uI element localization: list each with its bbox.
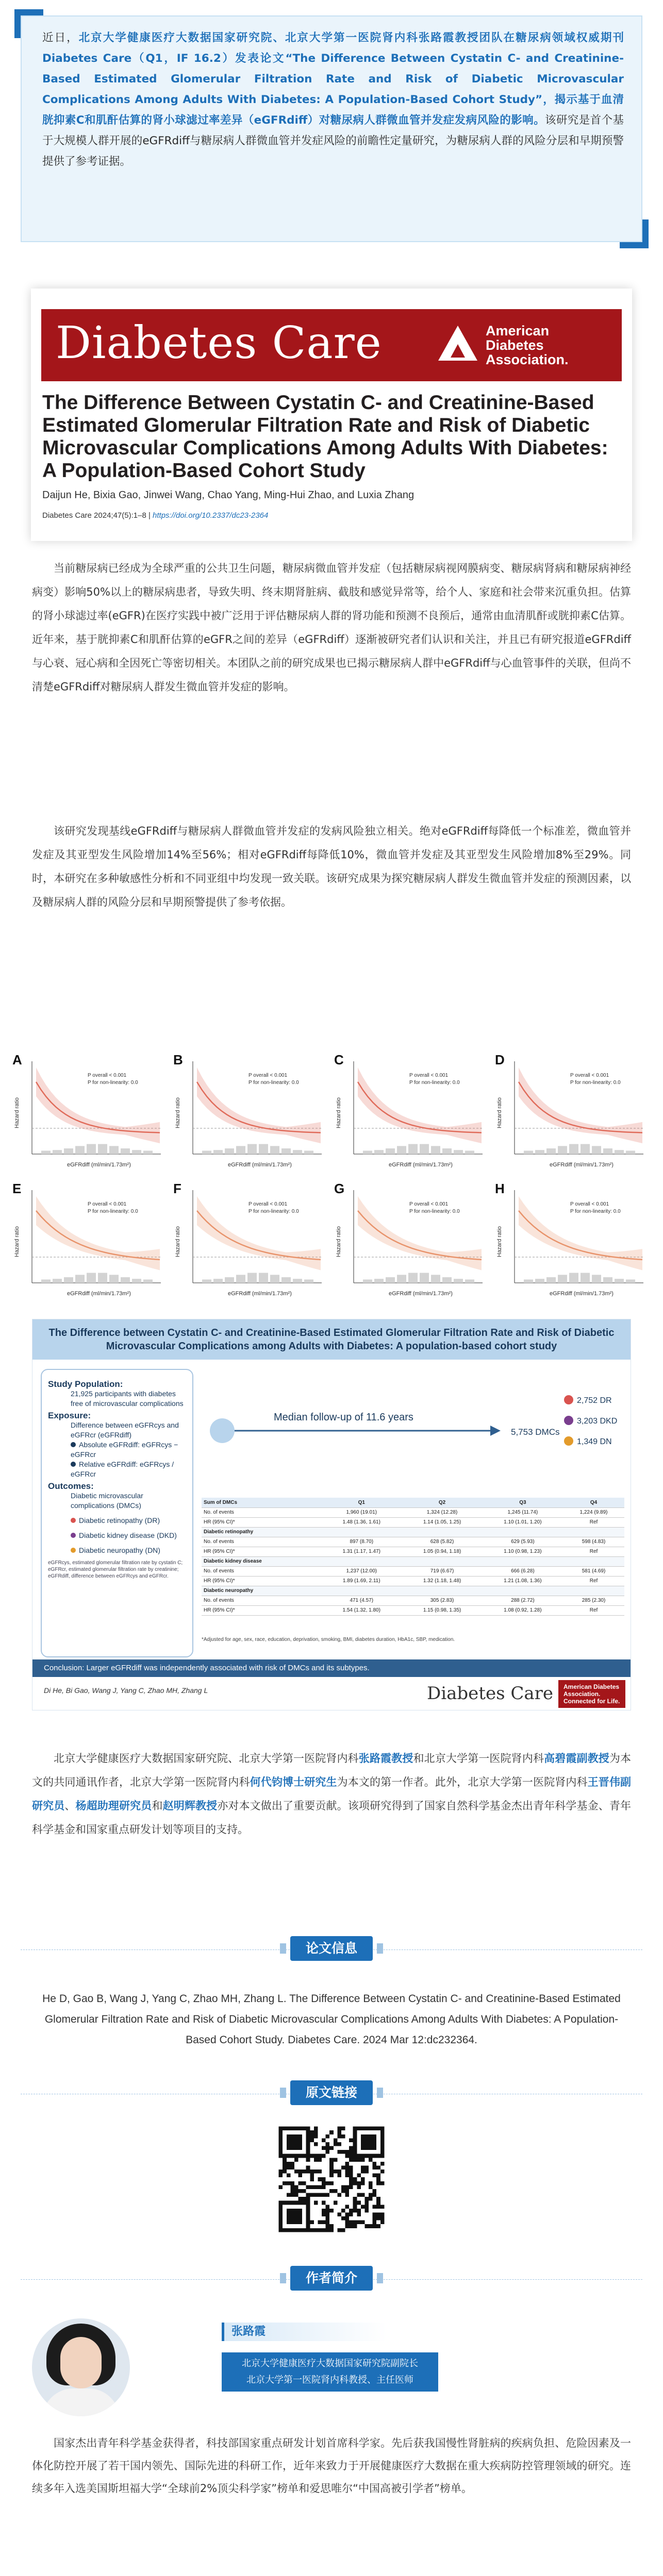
histogram-bar (431, 1275, 440, 1283)
paper-header-card (31, 289, 632, 541)
auth-name: 何代钧博士研究生 (250, 1776, 337, 1788)
paper-citation (42, 511, 268, 520)
histogram-bar (270, 1146, 279, 1154)
histogram-bar (132, 1150, 141, 1154)
table-cell: No. of events (202, 1566, 321, 1576)
x-axis-label: eGFRdiff (ml/min/1.73m²) (389, 1162, 453, 1168)
y-axis-label: Hazard ratio (336, 1226, 342, 1257)
absolute-diff (71, 1440, 186, 1460)
histogram-bar (592, 1275, 601, 1283)
histogram-bar (546, 1148, 556, 1154)
table-row (202, 1596, 624, 1605)
histogram-bar (41, 1151, 51, 1154)
histogram-bar (236, 1275, 245, 1283)
auth-name: 张路霞教授 (358, 1752, 413, 1765)
histogram-bar (615, 1279, 624, 1283)
histogram-bar (202, 1151, 211, 1154)
table-cell (483, 1586, 563, 1596)
section-title: 原文链接 (290, 2080, 373, 2105)
p-overall: P overall < 0.001 (409, 1073, 449, 1078)
histogram-bar (247, 1144, 257, 1154)
y-axis-label: Hazard ratio (14, 1226, 20, 1257)
table-cell: 1.89 (1.69, 2.11) (321, 1576, 402, 1586)
panel-label: C (334, 1052, 344, 1067)
histogram-bar (121, 1277, 130, 1283)
table-cell: 666 (6.28) (483, 1566, 563, 1576)
panel-label: H (495, 1181, 505, 1196)
section-title: 作者简介 (290, 2266, 373, 2291)
outcomes-label: Outcomes: (48, 1481, 94, 1491)
p-overall: P overall < 0.001 (248, 1073, 288, 1078)
histogram-bar (109, 1275, 119, 1283)
journal-name: Diabetes Care (56, 317, 382, 369)
outcomes-value: Diabetic microvascular complications (DMCs) (71, 1492, 143, 1510)
histogram-bar (603, 1277, 612, 1283)
profile-role (222, 2352, 438, 2392)
histogram-bar (408, 1273, 418, 1283)
eye-icon (71, 1518, 76, 1523)
paper-authors: Daijun He, Bixia Gao, Jinwei Wang, Chao Yang, Ming-Hui Zhao, and Luxia Zhang (42, 489, 415, 501)
histogram-bar (281, 1148, 291, 1154)
outcome-dkd (71, 1531, 186, 1540)
dr-count: 2,752 DR (577, 1396, 612, 1405)
outcome-dn (71, 1546, 186, 1555)
histogram-bar (569, 1273, 578, 1283)
table-cell (402, 1527, 482, 1537)
table-cell: 471 (4.57) (321, 1596, 402, 1605)
table-row (202, 1517, 624, 1527)
x-axis-label: eGFRdiff (ml/min/1.73m²) (67, 1291, 131, 1297)
panel-label: B (173, 1052, 183, 1067)
histogram-bar (581, 1273, 590, 1283)
table-cell: 1.08 (0.92, 1.28) (483, 1605, 563, 1615)
panel-label: E (12, 1181, 22, 1196)
histogram-bar (64, 1277, 73, 1283)
panel-label: F (173, 1181, 181, 1196)
dkd-count: 3,203 DKD (577, 1417, 618, 1426)
abstract-authors: Di He, Bi Gao, Wang J, Yang C, Zhao MH, Zhang L (44, 1686, 208, 1694)
spline-panel-b (171, 1051, 326, 1172)
section-title: 论文信息 (290, 1936, 373, 1961)
table-cell: 897 (8.70) (321, 1537, 402, 1547)
spline-panel-d (493, 1051, 648, 1172)
table-cell: Ref (563, 1605, 624, 1615)
table-cell (483, 1527, 563, 1537)
histogram-bar (281, 1277, 291, 1283)
abstract-brand: Diabetes Care (427, 1683, 553, 1704)
histogram-bar (363, 1151, 372, 1154)
graphical-abstract (32, 1319, 631, 1710)
outcome-dkd-text: Diabetic kidney disease (DKD) (79, 1531, 177, 1539)
panel-label: G (334, 1181, 345, 1196)
exposure-label: Exposure: (48, 1411, 91, 1420)
ada-logo (438, 324, 608, 367)
table-cell (563, 1586, 624, 1596)
citation-text: Diabetes Care 2024;47(5):1–8 | (42, 511, 153, 520)
table-cell (563, 1527, 624, 1537)
table-header-cell: Sum of DMCs (202, 1498, 321, 1507)
histogram-bar (143, 1151, 153, 1154)
auth-name: 王晋伟副研究员 (32, 1776, 632, 1812)
y-axis-label: Hazard ratio (175, 1097, 181, 1128)
table-cell: 1.31 (1.17, 1.47) (321, 1547, 402, 1556)
table-cell (483, 1556, 563, 1566)
table-cell: 288 (2.72) (483, 1596, 563, 1605)
histogram-bar (98, 1144, 107, 1154)
table-row (202, 1537, 624, 1547)
x-axis-label: eGFRdiff (ml/min/1.73m²) (550, 1291, 614, 1297)
absolute-diff-text: Absolute eGFRdiff: eGFRcys − eGFRcr (71, 1440, 178, 1459)
authorship-paragraph (32, 1747, 631, 1841)
p-overall: P overall < 0.001 (409, 1201, 449, 1207)
table-cell: HR (95% CI)* (202, 1547, 321, 1556)
total-dmcs: 5,753 DMCs (511, 1427, 560, 1437)
doi-link[interactable]: https://doi.org/10.2337/dc23-2364 (153, 511, 269, 520)
y-axis-label: Hazard ratio (336, 1097, 342, 1128)
table-cell (321, 1527, 402, 1537)
spline-panel-f (171, 1180, 326, 1301)
histogram-bar (363, 1280, 372, 1283)
table-row (202, 1576, 624, 1586)
followup-arrow-head (490, 1426, 501, 1436)
table-cell: HR (95% CI)* (202, 1605, 321, 1615)
people-icon (210, 1418, 235, 1443)
table-cell: Ref (563, 1517, 624, 1527)
table-row (202, 1566, 624, 1576)
outcome-dr (71, 1516, 186, 1526)
histogram-bar (64, 1148, 73, 1154)
table-cell (321, 1586, 402, 1596)
histogram-bar (454, 1279, 463, 1283)
table-cell: Ref (563, 1576, 624, 1586)
histogram-bar (454, 1150, 463, 1154)
table-cell: 1,960 (19.01) (321, 1507, 402, 1517)
auth-text: 和北京大学第一医院肾内科 (413, 1752, 544, 1765)
confidence-band (36, 1196, 160, 1270)
histogram-bar (615, 1150, 624, 1154)
histogram-bar (535, 1150, 544, 1154)
abstract-ada-tag: American Diabetes Association. Connected for Life. (558, 1680, 625, 1708)
relative-diff (71, 1460, 186, 1479)
outcome-dr-text: Diabetic retinopathy (DR) (79, 1516, 160, 1524)
histogram-bar (75, 1146, 85, 1154)
histogram-bar (202, 1280, 211, 1283)
table-cell (563, 1556, 624, 1566)
histogram-bar (386, 1148, 395, 1154)
dr-dot-icon (564, 1395, 573, 1404)
findings-paragraph: 该研究发现基线eGFRdiff与糖尿病人群微血管并发症的发病风险独立相关。绝对eGFRdiff每降低一个标准差，微血管并发症及其亚型发生风险增加14%至56%；相对eGFRdiff每降低10%，微血管并发症及其亚型发生风险增加8%至29%。同时，本研究在多种敏感性分析和不同亚组中均发现一致关联。该研究成果为探究糖尿病人群发生微血管并发症的预测因素，以及糖尿病人群的风险分层和早期预警提供了参考依据。 (32, 825, 631, 908)
histogram-bar (225, 1148, 234, 1154)
dn-count: 1,349 DN (577, 1437, 612, 1446)
y-axis-label: Hazard ratio (175, 1226, 181, 1257)
p-nonlinear: P for non-linearity: 0.0 (88, 1080, 138, 1086)
x-axis-label: eGFRdiff (ml/min/1.73m²) (228, 1291, 292, 1297)
spline-panel-e (10, 1180, 165, 1301)
followup-text: Median follow-up of 11.6 years (274, 1412, 413, 1423)
p-nonlinear: P for non-linearity: 0.0 (88, 1209, 138, 1214)
bullet-icon (71, 1462, 76, 1467)
confidence-band (358, 1196, 482, 1270)
p-overall: P overall < 0.001 (248, 1201, 288, 1207)
histogram-bar (465, 1151, 474, 1154)
lead-summary-box (21, 15, 642, 242)
table-header-cell: Q1 (321, 1498, 402, 1507)
table-cell (402, 1556, 482, 1566)
link-section-banner (0, 2071, 663, 2112)
role-line: 北京大学健康医疗大数据国家研究院副院长 (242, 2358, 418, 2369)
followup-diagram (202, 1369, 624, 1493)
p-overall: P overall < 0.001 (570, 1201, 609, 1207)
histogram-bar (213, 1279, 223, 1283)
spline-panel-a (10, 1051, 165, 1172)
histogram-bar (569, 1144, 578, 1154)
x-axis-label: eGFRdiff (ml/min/1.73m²) (67, 1162, 131, 1168)
table-cell: 628 (5.82) (402, 1537, 482, 1547)
histogram-bar (270, 1275, 279, 1283)
study-population-label: Study Population: (48, 1379, 123, 1389)
table-cell: Diabetic retinopathy (202, 1527, 321, 1537)
table-cell: 285 (2.30) (563, 1596, 624, 1605)
p-nonlinear: P for non-linearity: 0.0 (248, 1080, 299, 1086)
journal-banner (41, 309, 622, 381)
table-row (202, 1547, 624, 1556)
table-cell: 1.10 (1.01, 1.20) (483, 1517, 563, 1527)
ada-logo-text (486, 324, 569, 367)
y-axis-label: Hazard ratio (496, 1226, 503, 1257)
table-note: *Adjusted for age, sex, race, education, deprivation, smoking, BMI, diabetes duration, HbA1c, SBP, medication. (202, 1637, 455, 1642)
histogram-bar (581, 1144, 590, 1154)
table-cell: 1,237 (12.00) (321, 1566, 402, 1576)
histogram-bar (626, 1280, 635, 1283)
p-overall: P overall < 0.001 (88, 1201, 127, 1207)
table-cell: 1,245 (11.74) (483, 1507, 563, 1517)
histogram-bar (374, 1279, 384, 1283)
table-cell: HR (95% CI)* (202, 1517, 321, 1527)
spline-panel-g (332, 1180, 487, 1301)
histogram-bar (397, 1146, 406, 1154)
confidence-band (197, 1196, 321, 1270)
histogram-bar (304, 1280, 313, 1283)
histogram-bar (293, 1150, 302, 1154)
panel-label: D (495, 1052, 505, 1067)
ada-line: Association. (486, 352, 569, 367)
abstract-footnote: eGFRcys, estimated glomerular filtration rate by cystatin C; eGFRcr, estimated glomerular filtration rate by creatinine; eGFRdiff, difference between eGFRcys and eGFRcr. (48, 1560, 183, 1579)
table-cell: Diabetic kidney disease (202, 1556, 321, 1566)
citation-section-banner (0, 1927, 663, 1968)
dn-dot-icon (564, 1436, 573, 1446)
table-cell: 629 (5.93) (483, 1537, 563, 1547)
table-header-cell: Q4 (563, 1498, 624, 1507)
auth-name: 赵明辉教授 (162, 1800, 218, 1812)
table-cell: 1.21 (1.08, 1.36) (483, 1576, 563, 1586)
histogram-bar (465, 1280, 474, 1283)
ada-line: American (486, 323, 550, 338)
table-row (202, 1605, 624, 1615)
table-cell: 1.14 (1.05, 1.25) (402, 1517, 482, 1527)
bullet-icon (71, 1442, 76, 1447)
hazard-ratio-figure (10, 1051, 653, 1309)
table-cell: 719 (6.67) (402, 1566, 482, 1576)
histogram-bar (87, 1273, 96, 1283)
auth-text: 北京大学健康医疗大数据国家研究院、北京大学第一医院肾内科 (54, 1752, 359, 1765)
corner-decoration (620, 219, 649, 248)
table-row (202, 1556, 624, 1566)
table-header-cell: Q2 (402, 1498, 482, 1507)
table-cell: 1,224 (9.89) (563, 1507, 624, 1517)
histogram-bar (524, 1280, 533, 1283)
authors-section-banner (0, 2257, 663, 2298)
table-row (202, 1586, 624, 1596)
histogram-bar (304, 1151, 313, 1154)
outcome-dn-text: Diabetic neuropathy (DN) (79, 1546, 160, 1554)
abstract-header: The Difference between Cystatin C- and Creatinine-Based Estimated Glomerular Filtration Rate and Risk of Diabetic Microvascular Complications among Adults with Diabetes: A population-based cohort study (32, 1319, 631, 1360)
study-population-value: 21,925 participants with diabetes free of microvascular complications (71, 1389, 184, 1408)
auth-text: 和 (152, 1800, 163, 1812)
y-axis-label: Hazard ratio (14, 1097, 20, 1128)
spline-panel-c (332, 1051, 487, 1172)
role-line: 北京大学第一医院肾内科教授、主任医师 (246, 2375, 413, 2385)
p-nonlinear: P for non-linearity: 0.0 (409, 1080, 460, 1086)
histogram-bar (374, 1150, 384, 1154)
histogram-bar (546, 1277, 556, 1283)
table-cell: 1.32 (1.18, 1.48) (402, 1576, 482, 1586)
histogram-bar (236, 1146, 245, 1154)
x-axis-label: eGFRdiff (ml/min/1.73m²) (550, 1162, 614, 1168)
auth-text: 亦对本文做出了重要贡献。该项研究得到了国家自然科学基金杰出青年科学基金、青年科学基金和国家重点研发计划等项目的支持。 (32, 1800, 632, 1836)
exposure-value: Difference between eGFRcys and eGFRcr (eGFRdiff) (71, 1421, 179, 1439)
ada-triangle-inner-icon (451, 344, 465, 358)
histogram-bar (98, 1273, 107, 1283)
auth-text: 为本文的第一作者。此外，北京大学第一医院肾内科 (337, 1776, 588, 1788)
histogram-bar (75, 1275, 85, 1283)
paper-title: The Difference Between Cystatin C- and Creatinine-Based Estimated Glomerular Filtration Rate and Risk of Diabetic Microvascular Complications Among Adults With Diabetes: A Population-Based Cohort Study (42, 392, 608, 482)
results-table (202, 1498, 624, 1616)
lead-highlight: 北京大学健康医疗大数据国家研究院、北京大学第一医院肾内科张路霞教授团队在糖尿病领域权威期刊Diabetes Care（Q1，IF 16.2）发表论文“The Difference Between Cystatin C- and Creatinine-Based Estimated Glomerular Filtration Rate and Risk of Diabetic Microvascular Complications Among Adults With Diabetes: A Population-Based Cohort Study”，揭示基于血清胱抑素C和肌酐估算的肾小球滤过率差异（eGFRdiff）对糖尿病人群微血管并发症发病风险的影响。 (42, 31, 624, 127)
x-axis-label: eGFRdiff (ml/min/1.73m²) (389, 1291, 453, 1297)
table-cell (321, 1556, 402, 1566)
histogram-bar (132, 1279, 141, 1283)
table-cell: No. of events (202, 1537, 321, 1547)
histogram-bar (109, 1146, 119, 1154)
qr-code-icon[interactable] (275, 2123, 388, 2236)
histogram-bar (53, 1150, 62, 1154)
histogram-bar (524, 1151, 533, 1154)
table-cell: No. of events (202, 1507, 321, 1517)
dkd-dot-icon (564, 1416, 573, 1425)
p-nonlinear: P for non-linearity: 0.0 (570, 1080, 621, 1086)
table-cell: Ref (563, 1547, 624, 1556)
histogram-bar (247, 1273, 257, 1283)
histogram-bar (53, 1279, 62, 1283)
table-cell: 1.05 (0.94, 1.18) (402, 1547, 482, 1556)
lead-intro: 近日， (42, 31, 79, 44)
table-cell: No. of events (202, 1596, 321, 1605)
relative-diff-text: Relative eGFRdiff: eGFRcys / eGFRcr (71, 1460, 174, 1478)
histogram-bar (397, 1275, 406, 1283)
kidney-icon (71, 1533, 76, 1538)
profile-name: 张路霞 (222, 2323, 387, 2341)
table-cell: 598 (4.83) (563, 1537, 624, 1547)
histogram-bar (592, 1146, 601, 1154)
study-design-panel (41, 1369, 193, 1657)
histogram-bar (225, 1277, 234, 1283)
histogram-bar (558, 1146, 567, 1154)
spline-panel-h (493, 1180, 648, 1301)
histogram-bar (558, 1275, 567, 1283)
histogram-bar (408, 1144, 418, 1154)
histogram-bar (259, 1144, 268, 1154)
ada-line: Diabetes (486, 337, 544, 353)
histogram-bar (626, 1151, 635, 1154)
lead-paragraph (42, 28, 624, 172)
table-row (202, 1527, 624, 1537)
histogram-bar (213, 1150, 223, 1154)
profile-bio: 国家杰出青年科学基金获得者，科技部国家重点研发计划首席科学家。先后获我国慢性肾脏病的疾病负担、危险因素及一体化防控开展了若干国内领先、国际先进的科研工作，近年来致力于开展健康医疗大数据在重大疾病防控管理领域的研究。连续多年入选美国斯坦福大学“全球前2%顶尖科学家”榜单和爱思唯尔“中国高被引学者”榜单。 (32, 2437, 631, 2495)
table-row (202, 1507, 624, 1517)
auth-name: 高碧霞副教授 (544, 1752, 609, 1765)
histogram-bar (442, 1148, 452, 1154)
table-cell (402, 1586, 482, 1596)
y-axis-label: Hazard ratio (496, 1097, 503, 1128)
p-overall: P overall < 0.001 (570, 1073, 609, 1078)
table-cell: 1,324 (12.28) (402, 1507, 482, 1517)
table-cell: 1.48 (1.36, 1.61) (321, 1517, 402, 1527)
corner-decoration (14, 9, 43, 38)
results-panel (202, 1369, 624, 1657)
table-cell: 1.10 (0.98, 1.23) (483, 1547, 563, 1556)
auth-name: 杨超助理研究员 (75, 1800, 152, 1812)
table-cell: 581 (4.69) (563, 1566, 624, 1576)
table-cell: HR (95% CI)* (202, 1576, 321, 1586)
background-paragraph: 当前糖尿病已经成为全球严重的公共卫生问题，糖尿病微血管并发症（包括糖尿病视网膜病变、糖尿病肾病和糖尿病神经病变）影响50%以上的糖尿病患者，导致失明、终末期肾脏病、截肢和感觉异常等，给个人、家庭和社会带来沉重负担。估算的肾小球滤过率(eGFR)在医疗实践中被广泛用于评估糖尿病人群的肾功能和预测不良预后，通常由血清肌酐或胱抑素C估算。近年来，基于胱抑素C和肌酐估算的eGFR之间的差异（eGFRdiff）逐渐被研究者们认识和关注，并且已有研究报道eGFRdiff与心衰、冠心病和全因死亡等密切相关。本团队之前的研究成果也已揭示糖尿病人群中eGFRdiff与心血管事件的关联，但尚不清楚eGFRdiff对糖尿病人群发生微血管并发症的影响。 (32, 562, 631, 693)
table-cell: 305 (2.83) (402, 1596, 482, 1605)
p-overall: P overall < 0.001 (88, 1073, 127, 1078)
nerve-icon (71, 1548, 76, 1553)
auth-text: 、 (64, 1800, 76, 1812)
histogram-bar (386, 1277, 395, 1283)
histogram-bar (143, 1280, 153, 1283)
p-nonlinear: P for non-linearity: 0.0 (409, 1209, 460, 1214)
avatar (32, 2318, 130, 2416)
table-cell: Diabetic neuropathy (202, 1586, 321, 1596)
table-cell: 1.15 (0.98, 1.35) (402, 1605, 482, 1615)
histogram-bar (431, 1146, 440, 1154)
histogram-bar (87, 1144, 96, 1154)
histogram-bar (420, 1273, 429, 1283)
auth-text: 为本文的共同通讯作者，北京大学第一医院肾内科 (32, 1752, 632, 1788)
confidence-band (519, 1196, 642, 1270)
reference-text: He D, Gao B, Wang J, Yang C, Zhao MH, Zhang L. The Difference Between Cystatin C- and Creatinine-Based Estimated Glomerular Filtration Rate and Risk of Diabetic Microvascular Complications Among Adults With Diabetes: A Population-Based Cohort Study. Diabetes Care. 2024 Mar 12:dc232364. (42, 1993, 621, 2046)
p-nonlinear: P for non-linearity: 0.0 (248, 1209, 299, 1214)
histogram-bar (442, 1277, 452, 1283)
panel-label: A (12, 1052, 22, 1067)
p-nonlinear: P for non-linearity: 0.0 (570, 1209, 621, 1214)
histogram-bar (603, 1148, 612, 1154)
histogram-bar (259, 1273, 268, 1283)
table-header-cell: Q3 (483, 1498, 563, 1507)
histogram-bar (41, 1280, 51, 1283)
histogram-bar (420, 1144, 429, 1154)
lead-conclusion: 该研究是首个基于大规模人群开展的eGFRdiff与糖尿病人群微血管并发症风险的前瞻性定量研究，为糖尿病人群的风险分层和早期预警提供了参考证据。 (42, 114, 624, 168)
histogram-bar (293, 1279, 302, 1283)
histogram-bar (121, 1148, 130, 1154)
x-axis-label: eGFRdiff (ml/min/1.73m²) (228, 1162, 292, 1168)
abstract-conclusion: Conclusion: Larger eGFRdiff was independently associated with risk of DMCs and its subtypes. (32, 1659, 631, 1677)
table-cell: 1.54 (1.32, 1.80) (321, 1605, 402, 1615)
histogram-bar (535, 1279, 544, 1283)
